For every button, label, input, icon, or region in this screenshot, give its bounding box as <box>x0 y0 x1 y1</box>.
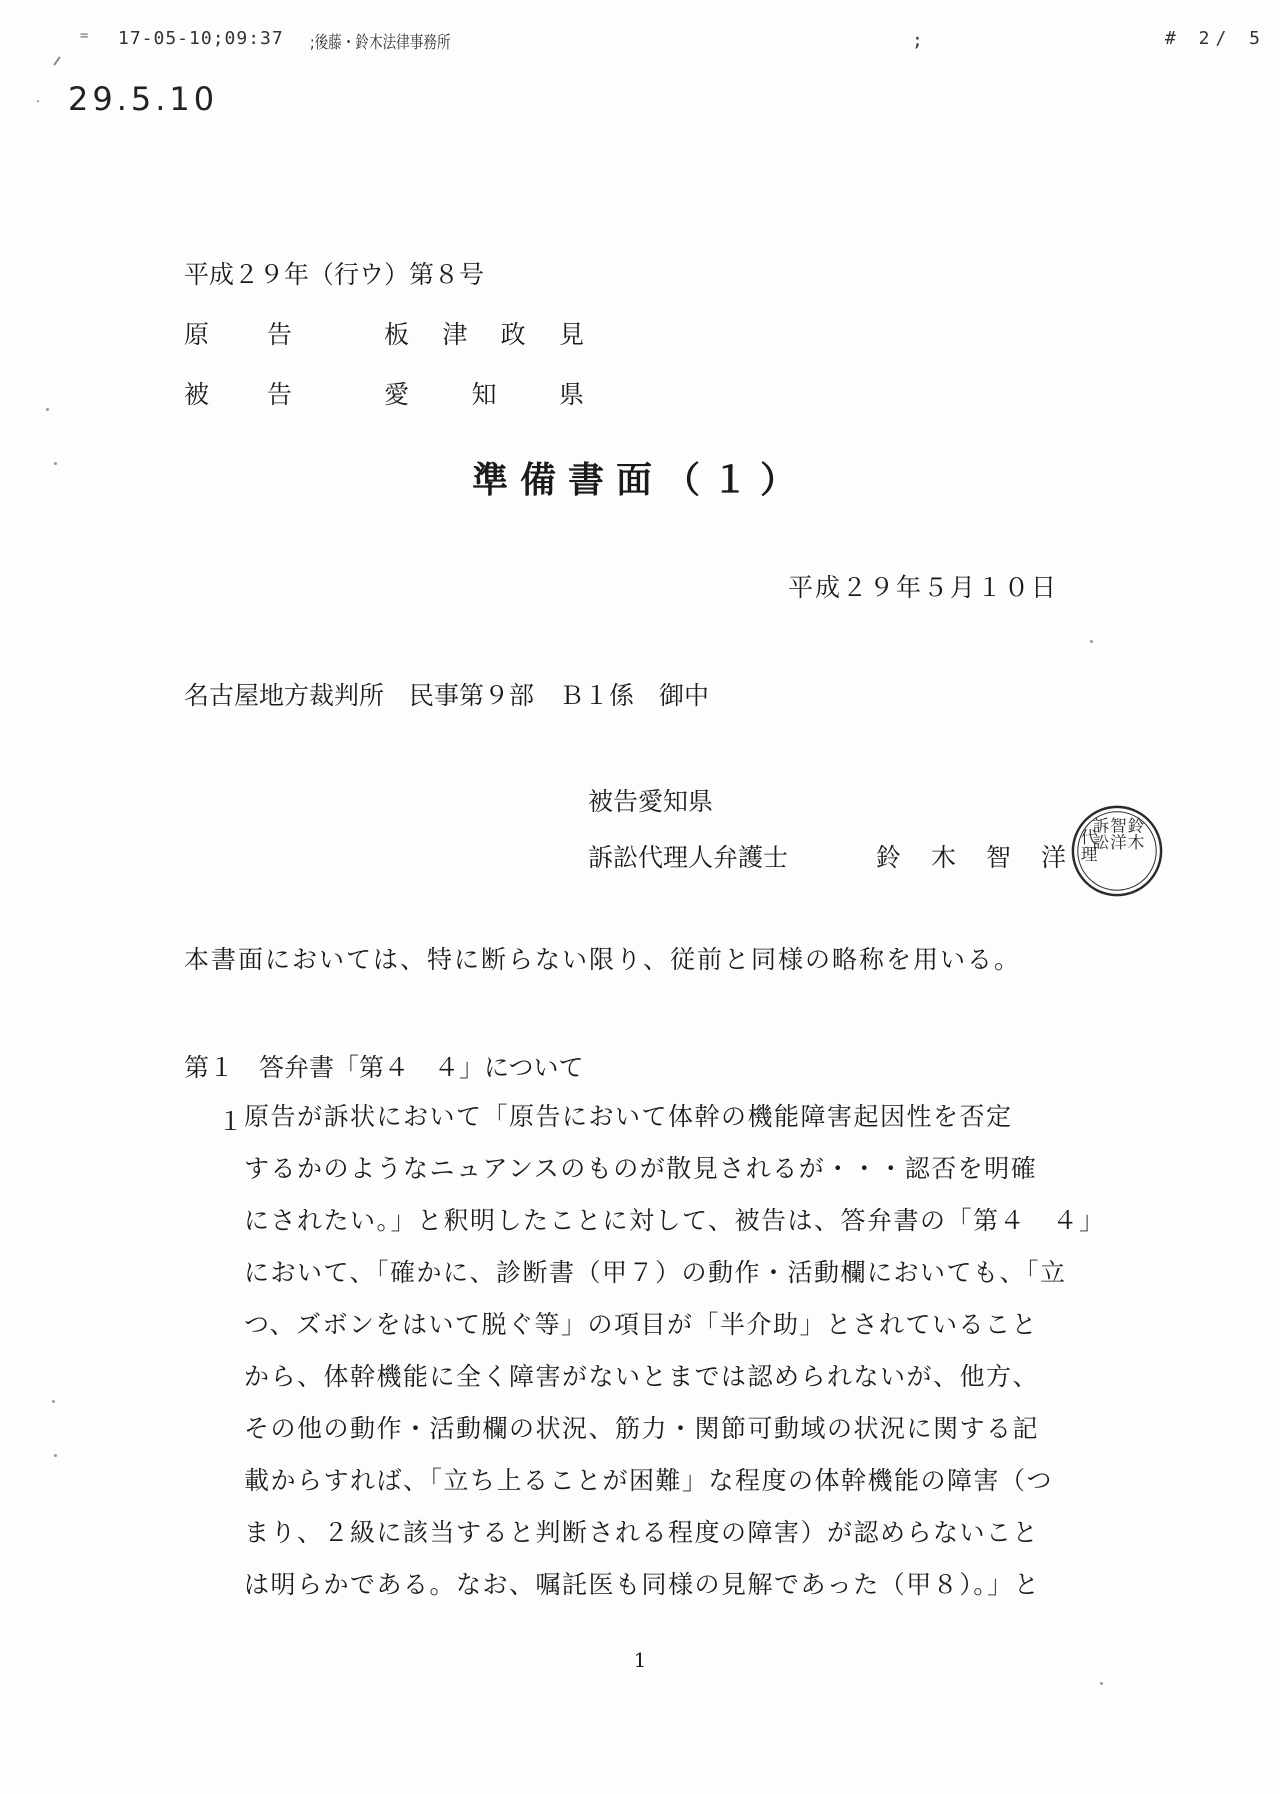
paragraph-body <box>244 1102 1104 1622</box>
scan-speck <box>46 408 49 411</box>
seal-text: 智洋 <box>1107 816 1127 851</box>
court-addressee: 名古屋地方裁判所 民事第９部 Ｂ１係 御中 <box>184 681 710 710</box>
document-date: 平成２９年５月１０日 <box>788 573 1059 602</box>
seal-text: 代理 <box>1078 828 1098 862</box>
paragraph-line: するかのようなニュアンスのものが散見されるが・・・認否を明確 <box>244 1154 1038 1183</box>
fax-header <box>0 28 1280 58</box>
scan-speck <box>54 1454 57 1457</box>
section-heading: 第１ 答弁書「第４ ４」について <box>184 1053 584 1082</box>
seal-text: 訴訟 <box>1089 816 1109 851</box>
case-info <box>184 245 584 425</box>
defendant-row <box>184 365 584 425</box>
paragraph-line: 原告が訴状において「原告において体幹の機能障害起因性を否定 <box>244 1102 1013 1131</box>
attorney-row <box>588 838 1066 874</box>
paragraph-line: 載からすれば、「立ち上ることが困難」な程度の体幹機能の障害（つ <box>244 1466 1054 1495</box>
seal-text: 鈴木 <box>1125 816 1145 851</box>
scan-speck <box>1100 1682 1103 1685</box>
paragraph-number: １ <box>218 1107 244 1136</box>
fax-separator: ; <box>912 30 923 51</box>
fax-mark: = <box>80 28 89 44</box>
scan-speck <box>1090 640 1093 643</box>
plaintiff-label: 原 告 <box>184 320 292 349</box>
paragraph-line: つ、ズボンをはいて脱ぐ等」の項目が「半介助」とされていること <box>244 1310 1039 1339</box>
received-date-stamp: 29.5.10 <box>68 80 219 118</box>
defendant-name: 愛 知 県 <box>384 380 584 409</box>
document-title: 準備書面（１） <box>471 459 808 501</box>
case-number: 平成２９年（行ウ）第８号 <box>184 260 485 289</box>
case-number-row <box>184 245 484 305</box>
paragraph-line: は明らかである。なお、嘱託医も同様の見解であった（甲８）。」と <box>244 1570 1041 1599</box>
defendant-label: 被 告 <box>184 380 292 409</box>
paragraph-line: から、体幹機能に全く障害がないとまでは認められないが、他方、 <box>244 1362 1040 1391</box>
attorney-name: 鈴 木 智 洋 <box>876 843 1066 872</box>
attorney-seal-icon <box>1068 802 1166 900</box>
plaintiff-row <box>184 305 584 365</box>
intro-sentence: 本書面においては、特に断らない限り、従前と同様の略称を用いる。 <box>184 945 1022 974</box>
fax-page-counter: # 2/ 5 <box>1165 28 1267 49</box>
scan-speck <box>54 462 57 465</box>
scan-speck <box>52 1400 55 1403</box>
paragraph-line: まり、２級に該当すると判断される程度の障害）が認めらないこと <box>244 1518 1040 1547</box>
fax-datetime: 17-05-10;09:37 <box>118 28 284 49</box>
paragraph-line: において、「確かに、診断書（甲７）の動作・活動欄においても、「立 <box>244 1258 1067 1287</box>
plaintiff-name: 板 津 政 見 <box>384 320 584 349</box>
paragraph-line: その他の動作・活動欄の状況、筋力・関節可動域の状況に関する記 <box>244 1414 1040 1443</box>
fax-sender: ;後藤・鈴木法律事務所 <box>310 33 451 53</box>
attorney-title: 訴訟代理人弁護士 <box>588 843 789 872</box>
submitting-party: 被告愛知県 <box>588 787 714 816</box>
page-number: 1 <box>633 1648 647 1672</box>
stamp-mark: ⸱ <box>36 94 40 110</box>
paragraph-line: にされたい。」と釈明したことに対して、被告は、答弁書の「第４ ４」 <box>244 1206 1106 1235</box>
